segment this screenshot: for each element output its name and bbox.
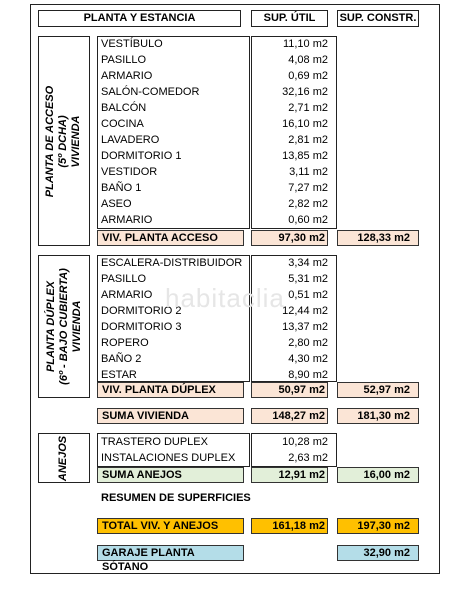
garaje-constr: 32,90 m2	[337, 545, 419, 561]
duplex-room-util: 8,90 m2	[288, 369, 328, 381]
watermark: habitaclia	[165, 283, 285, 313]
anejos-total-name: SUMA ANEJOS	[97, 467, 244, 483]
anejos-room-util: 10,28 m2	[282, 436, 328, 448]
duplex-total-constr: 52,97 m2	[337, 382, 419, 398]
anejos-label-text: ANEJOS	[57, 435, 70, 481]
duplex-total-name: VIV. PLANTA DÚPLEX	[97, 382, 244, 398]
acceso-total-util: 97,30 m2	[251, 230, 328, 246]
acceso-room-util: 7,27 m2	[288, 182, 328, 194]
suma-vivienda-constr: 181,30 m2	[337, 408, 419, 424]
acceso-room-util: 4,08 m2	[288, 54, 328, 66]
acceso-room-util: 0,60 m2	[288, 214, 328, 226]
duplex-room-name: DORMITORIO 2	[101, 305, 182, 317]
duplex-room-util: 13,37 m2	[282, 321, 328, 333]
acceso-room-util: 16,10 m2	[282, 118, 328, 130]
acceso-room-util: 11,10 m2	[282, 38, 328, 50]
duplex-label-line3: VIVIENDA	[70, 300, 83, 353]
header-planta: PLANTA Y ESTANCIA	[38, 10, 241, 27]
duplex-total-util: 50,97 m2	[251, 382, 328, 398]
duplex-room-name: ARMARIO	[101, 289, 153, 301]
duplex-room-name: ROPERO	[101, 337, 149, 349]
acceso-room-name: DORMITORIO 1	[101, 150, 182, 162]
duplex-room-name: DORMITORIO 3	[101, 321, 182, 333]
anejos-total-constr: 16,00 m2	[337, 467, 419, 483]
resumen-total-util: 161,18 m2	[251, 518, 328, 534]
duplex-label	[38, 255, 90, 398]
acceso-room-name: BALCÓN	[101, 102, 147, 114]
suma-vivienda-util: 148,27 m2	[251, 408, 328, 424]
duplex-room-util: 2,80 m2	[288, 337, 328, 349]
anejos-room-util: 2,63 m2	[288, 452, 328, 464]
duplex-room-util: 5,31 m2	[288, 273, 328, 285]
resumen-total-constr: 197,30 m2	[337, 518, 419, 534]
anejos-room-name: INSTALACIONES DUPLEX	[101, 452, 236, 464]
acceso-room-name: COCINA	[101, 118, 144, 130]
duplex-room-util: 0,51 m2	[288, 289, 328, 301]
acceso-room-name: ASEO	[101, 198, 132, 210]
acceso-room-name: LAVADERO	[101, 134, 160, 146]
acceso-label	[38, 36, 90, 246]
anejos-room-name: TRASTERO DUPLEX	[101, 436, 208, 448]
acceso-room-util: 0,69 m2	[288, 70, 328, 82]
acceso-room-name: ARMARIO	[101, 214, 153, 226]
acceso-room-name: VESTIDOR	[101, 166, 158, 178]
acceso-total-name: VIV. PLANTA ACCESO	[97, 230, 244, 246]
garaje-name: GARAJE PLANTA SÓTANO	[97, 545, 244, 561]
acceso-room-util: 2,81 m2	[288, 134, 328, 146]
duplex-label-line2: (6º - BAJO CUBIERTA)	[57, 268, 70, 385]
acceso-label-line3: VIVIENDA	[70, 115, 83, 167]
duplex-room-util: 3,34 m2	[288, 257, 328, 269]
duplex-room-name: ESTAR	[101, 369, 137, 381]
acceso-label-line1: PLANTA DE ACCESO	[44, 85, 57, 197]
acceso-room-util: 2,82 m2	[288, 198, 328, 210]
acceso-room-util: 2,71 m2	[288, 102, 328, 114]
duplex-label-line1: PLANTA DÚPLEX	[44, 280, 57, 373]
acceso-total-constr: 128,33 m2	[337, 230, 419, 246]
suma-vivienda-name: SUMA VIVIENDA	[97, 408, 244, 424]
acceso-room-name: ARMARIO	[101, 70, 153, 82]
duplex-room-name: ESCALERA-DISTRIBUIDOR	[101, 257, 243, 269]
duplex-room-name: PASILLO	[101, 273, 147, 285]
anejos-label	[38, 433, 90, 483]
duplex-room-util: 4,30 m2	[288, 353, 328, 365]
resumen-title: RESUMEN DE SUPERFICIES	[101, 492, 251, 504]
acceso-room-util: 32,16 m2	[282, 86, 328, 98]
anejos-total-util: 12,91 m2	[251, 467, 328, 483]
resumen-total-name: TOTAL VIV. Y ANEJOS	[97, 518, 244, 534]
header-sup-constr: SUP. CONSTR.	[337, 10, 419, 27]
acceso-room-util: 3,11 m2	[289, 166, 328, 178]
acceso-room-name: VESTÍBULO	[101, 38, 163, 50]
acceso-label-line2: (5º DCHA)	[57, 114, 70, 168]
acceso-room-name: BAÑO 1	[101, 182, 142, 194]
header-sup-util: SUP. ÚTIL	[251, 10, 328, 27]
duplex-room-name: BAÑO 2	[101, 353, 142, 365]
acceso-room-name: PASILLO	[101, 54, 147, 66]
acceso-room-util: 13,85 m2	[282, 150, 328, 162]
duplex-room-util: 12,44 m2	[282, 305, 328, 317]
acceso-room-name: SALÓN-COMEDOR	[101, 86, 200, 98]
